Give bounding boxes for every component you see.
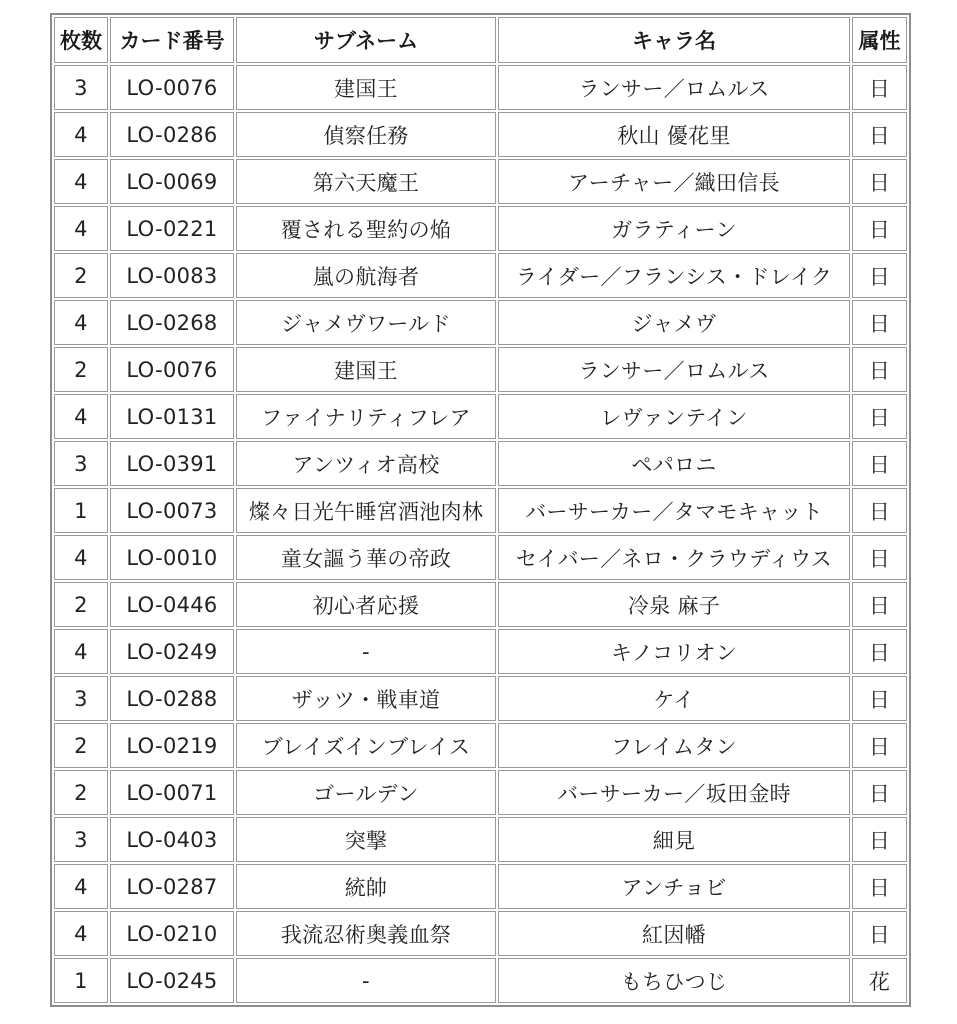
cell-count: 4: [54, 112, 108, 157]
cell-character-name: セイバー／ネロ・クラウディウス: [498, 535, 850, 580]
header-card-number: カード番号: [110, 17, 234, 63]
cell-character-name: 秋山 優花里: [498, 112, 850, 157]
cell-card-number: LO-0219: [110, 723, 234, 768]
cell-card-number: LO-0073: [110, 488, 234, 533]
cell-attribute: 日: [852, 441, 907, 486]
cell-attribute: 日: [852, 535, 907, 580]
cell-count: 4: [54, 629, 108, 674]
cell-card-number: LO-0268: [110, 300, 234, 345]
cell-attribute: 日: [852, 112, 907, 157]
cell-card-number: LO-0446: [110, 582, 234, 627]
cell-character-name: バーサーカー／坂田金時: [498, 770, 850, 815]
cell-count: 1: [54, 488, 108, 533]
cell-character-name: ガラティーン: [498, 206, 850, 251]
cell-subname: アンツィオ高校: [236, 441, 496, 486]
cell-attribute: 日: [852, 65, 907, 110]
header-count: 枚数: [54, 17, 108, 63]
cell-count: 2: [54, 723, 108, 768]
cell-attribute: 日: [852, 676, 907, 721]
cell-card-number: LO-0069: [110, 159, 234, 204]
cell-character-name: アンチョビ: [498, 864, 850, 909]
cell-attribute: 日: [852, 159, 907, 204]
cell-subname: 偵察任務: [236, 112, 496, 157]
cell-count: 4: [54, 206, 108, 251]
table-row: [54, 817, 907, 862]
cell-card-number: LO-0288: [110, 676, 234, 721]
cell-count: 2: [54, 770, 108, 815]
cell-subname: -: [236, 958, 496, 1003]
cell-attribute: 日: [852, 911, 907, 956]
table-row: [54, 206, 907, 251]
cell-attribute: 花: [852, 958, 907, 1003]
table-row: [54, 864, 907, 909]
cell-attribute: 日: [852, 817, 907, 862]
cell-character-name: アーチャー／織田信長: [498, 159, 850, 204]
table-row: [54, 676, 907, 721]
table-row: [54, 65, 907, 110]
cell-card-number: LO-0076: [110, 347, 234, 392]
cell-card-number: LO-0287: [110, 864, 234, 909]
table-row: [54, 488, 907, 533]
cell-character-name: ランサー／ロムルス: [498, 65, 850, 110]
cell-count: 4: [54, 535, 108, 580]
cell-subname: 突撃: [236, 817, 496, 862]
cell-subname: 建国王: [236, 347, 496, 392]
cell-subname: ゴールデン: [236, 770, 496, 815]
table-row: [54, 629, 907, 674]
cell-attribute: 日: [852, 253, 907, 298]
cell-attribute: 日: [852, 770, 907, 815]
table-row: [54, 535, 907, 580]
cell-count: 4: [54, 864, 108, 909]
cell-subname: 燦々日光午睡宮酒池肉林: [236, 488, 496, 533]
cell-count: 4: [54, 911, 108, 956]
cell-count: 3: [54, 676, 108, 721]
cell-subname: 嵐の航海者: [236, 253, 496, 298]
cell-attribute: 日: [852, 864, 907, 909]
cell-count: 1: [54, 958, 108, 1003]
cell-attribute: 日: [852, 206, 907, 251]
cell-character-name: 細見: [498, 817, 850, 862]
cell-count: 2: [54, 582, 108, 627]
cell-subname: 我流忍術奥義血祭: [236, 911, 496, 956]
cell-subname: -: [236, 629, 496, 674]
cell-card-number: LO-0221: [110, 206, 234, 251]
cell-attribute: 日: [852, 582, 907, 627]
cell-card-number: LO-0286: [110, 112, 234, 157]
cell-attribute: 日: [852, 347, 907, 392]
header-character-name: キャラ名: [498, 17, 850, 63]
cell-attribute: 日: [852, 488, 907, 533]
cell-character-name: ランサー／ロムルス: [498, 347, 850, 392]
cell-card-number: LO-0010: [110, 535, 234, 580]
cell-count: 2: [54, 347, 108, 392]
table-row: [54, 441, 907, 486]
table-row: [54, 300, 907, 345]
cell-subname: ザッツ・戦車道: [236, 676, 496, 721]
header-subname: サブネーム: [236, 17, 496, 63]
header-row: [54, 17, 907, 63]
cell-attribute: 日: [852, 300, 907, 345]
table-row: [54, 394, 907, 439]
cell-character-name: ジャメヴ: [498, 300, 850, 345]
table-row: [54, 582, 907, 627]
cell-count: 4: [54, 300, 108, 345]
cell-count: 3: [54, 817, 108, 862]
cell-card-number: LO-0210: [110, 911, 234, 956]
cell-card-number: LO-0076: [110, 65, 234, 110]
cell-subname: 覆される聖約の焔: [236, 206, 496, 251]
cell-count: 4: [54, 394, 108, 439]
table-row: [54, 911, 907, 956]
cell-card-number: LO-0245: [110, 958, 234, 1003]
cell-character-name: フレイムタン: [498, 723, 850, 768]
cell-character-name: 冷泉 麻子: [498, 582, 850, 627]
cell-card-number: LO-0131: [110, 394, 234, 439]
cell-count: 3: [54, 441, 108, 486]
cell-character-name: ケイ: [498, 676, 850, 721]
cell-character-name: もちひつじ: [498, 958, 850, 1003]
cell-card-number: LO-0391: [110, 441, 234, 486]
table-row: [54, 958, 907, 1003]
card-list-container: [50, 13, 911, 1007]
cell-character-name: ペパロニ: [498, 441, 850, 486]
cell-character-name: ライダー／フランシス・ドレイク: [498, 253, 850, 298]
cell-subname: 初心者応援: [236, 582, 496, 627]
table-body: [54, 65, 907, 1003]
cell-count: 3: [54, 65, 108, 110]
cell-card-number: LO-0403: [110, 817, 234, 862]
cell-subname: 第六天魔王: [236, 159, 496, 204]
cell-count: 2: [54, 253, 108, 298]
cell-character-name: キノコリオン: [498, 629, 850, 674]
table-row: [54, 112, 907, 157]
cell-attribute: 日: [852, 394, 907, 439]
table-row: [54, 253, 907, 298]
cell-subname: 建国王: [236, 65, 496, 110]
cell-attribute: 日: [852, 629, 907, 674]
cell-subname: ジャメヴワールド: [236, 300, 496, 345]
table-row: [54, 159, 907, 204]
cell-character-name: バーサーカー／タマモキャット: [498, 488, 850, 533]
cell-character-name: 紅因幡: [498, 911, 850, 956]
cell-attribute: 日: [852, 723, 907, 768]
table-row: [54, 723, 907, 768]
cell-card-number: LO-0083: [110, 253, 234, 298]
card-list-table: [50, 13, 911, 1007]
table-row: [54, 347, 907, 392]
cell-subname: 統帥: [236, 864, 496, 909]
cell-subname: ブレイズインブレイス: [236, 723, 496, 768]
cell-subname: ファイナリティフレア: [236, 394, 496, 439]
cell-count: 4: [54, 159, 108, 204]
cell-character-name: レヴァンテイン: [498, 394, 850, 439]
header-attribute: 属性: [852, 17, 907, 63]
cell-card-number: LO-0249: [110, 629, 234, 674]
table-row: [54, 770, 907, 815]
cell-card-number: LO-0071: [110, 770, 234, 815]
cell-subname: 童女謳う華の帝政: [236, 535, 496, 580]
